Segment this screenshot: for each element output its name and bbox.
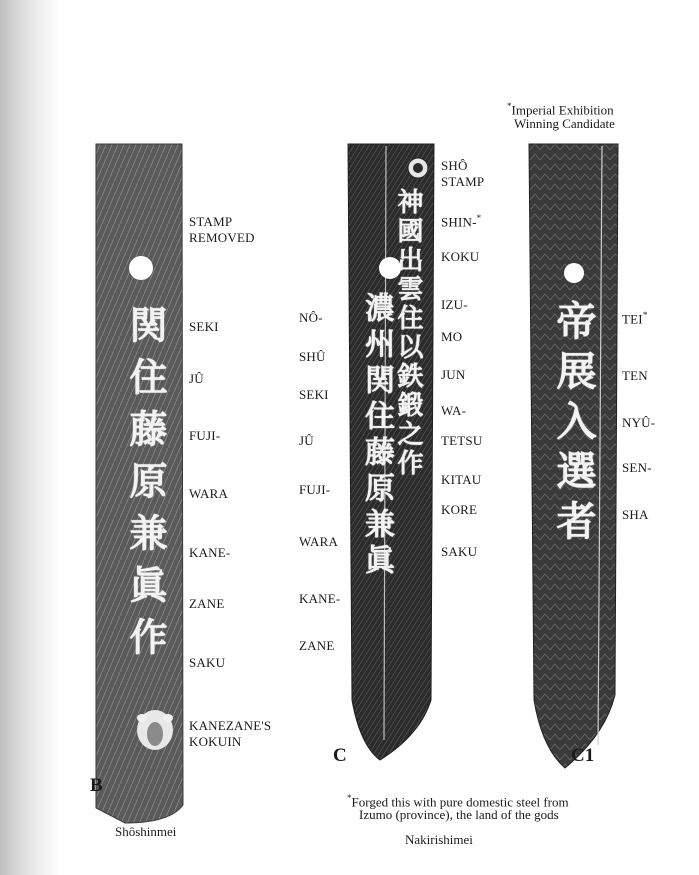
label-c1-sen: SEN- bbox=[622, 460, 652, 475]
footnote-line2: Izumo (province), the land of the gods bbox=[359, 807, 559, 822]
mekugi-hole-c1 bbox=[564, 263, 584, 283]
label-c-no: NÔ- bbox=[299, 310, 323, 325]
label-c1-sha: SHA bbox=[622, 507, 649, 522]
label-stamp: STAMP bbox=[189, 214, 233, 229]
label-c1-tei: TEI* bbox=[622, 310, 648, 327]
label-c-kitau: KITAU bbox=[441, 472, 482, 487]
label-kanezanes: KANEZANE'S bbox=[189, 718, 272, 733]
inscription-c-right: 神國出雲住以鉄鍛之作 bbox=[393, 188, 423, 478]
label-c-wa: WA- bbox=[441, 403, 467, 418]
caption-nakirishimei: Nakirishimei bbox=[405, 832, 473, 847]
label-c-ju: JÛ bbox=[299, 433, 314, 448]
kokuin-stamp bbox=[137, 710, 173, 750]
label-c-zane: ZANE bbox=[299, 638, 335, 653]
label-c-kane: KANE- bbox=[299, 591, 341, 606]
label-seki: SEKI bbox=[189, 319, 219, 334]
label-c-wara: WARA bbox=[299, 534, 339, 549]
label-c-shu: SHÛ bbox=[299, 349, 326, 364]
label-c1-nyu: NYÛ- bbox=[622, 415, 656, 430]
inscription-b: 関住藤原兼眞作 bbox=[123, 305, 167, 669]
label-c-izu: IZU- bbox=[441, 297, 468, 312]
label-kane: KANE- bbox=[189, 545, 231, 560]
label-c-stamp: STAMP bbox=[441, 174, 485, 189]
label-c1-ten: TEN bbox=[622, 368, 648, 383]
label-c-jun: JUN bbox=[441, 367, 466, 382]
label-c-seki: SEKI bbox=[299, 387, 329, 402]
footnote-line1: *Forged this with pure domestic steel from bbox=[347, 793, 569, 810]
mekugi-hole-b bbox=[129, 256, 153, 280]
label-c-tetsu: TETSU bbox=[441, 433, 483, 448]
figure-label-c: C bbox=[333, 745, 347, 766]
c1-note-line1: *Imperial Exhibition bbox=[507, 101, 614, 118]
label-saku: SAKU bbox=[189, 655, 226, 670]
inscription-c-left: 濃州関住藤原兼眞 bbox=[359, 292, 394, 580]
label-zane: ZANE bbox=[189, 596, 225, 611]
label-c-mo: MO bbox=[441, 329, 463, 344]
label-c-fuji: FUJI- bbox=[299, 482, 331, 497]
label-removed: REMOVED bbox=[189, 230, 255, 245]
label-wara: WARA bbox=[189, 486, 229, 501]
label-c-saku: SAKU bbox=[441, 544, 478, 559]
inscription-c1: 帝展入選者 bbox=[550, 300, 596, 550]
figure-label-b: B bbox=[90, 775, 103, 796]
label-ju: JÛ bbox=[189, 371, 204, 386]
label-c-kore: KORE bbox=[441, 502, 478, 517]
c1-note-line2: Winning Candidate bbox=[514, 116, 615, 131]
label-c-shin: SHIN-* bbox=[441, 213, 482, 230]
label-c-sho: SHÔ bbox=[441, 158, 468, 173]
label-kokuin: KOKUIN bbox=[189, 734, 242, 749]
label-fuji: FUJI- bbox=[189, 428, 221, 443]
caption-shoshinmei: Shôshinmei bbox=[115, 824, 177, 839]
label-c-koku: KOKU bbox=[441, 249, 480, 264]
figure-label-c1: C1 bbox=[571, 745, 595, 766]
